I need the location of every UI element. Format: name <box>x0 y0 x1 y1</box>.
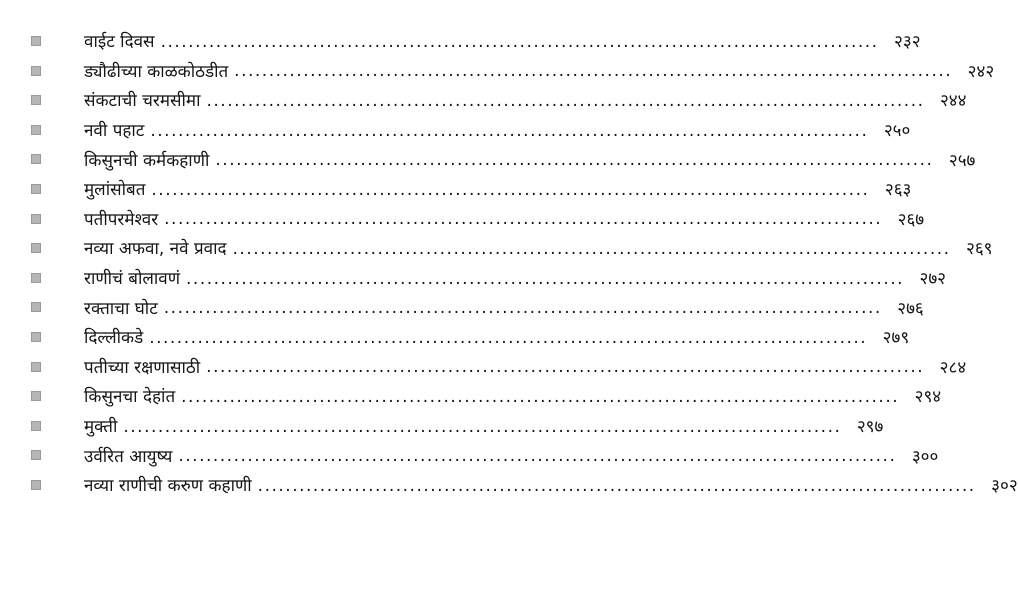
toc-entry <box>0 352 967 382</box>
toc-entry-line <box>84 352 967 382</box>
toc-entry-title: नव्या राणीची करुण कहाणी <box>84 476 252 497</box>
toc-entry <box>0 470 1018 500</box>
toc-entry-line <box>84 470 1018 500</box>
toc-entry-title: किसुनची कर्मकहाणी <box>84 150 210 171</box>
dot-leader: ........................................................................................................ <box>163 298 882 319</box>
toc-entry <box>0 233 993 263</box>
square-bullet-icon <box>31 302 41 312</box>
toc-entry-page: २६७ <box>897 209 925 230</box>
toc-entry-page: २७६ <box>897 298 924 319</box>
toc-entry-title: नवी पहाट <box>84 121 145 142</box>
toc-entry-line <box>84 26 921 56</box>
toc-entry-title: राणीचं बोलावणं <box>84 269 181 290</box>
dot-leader: ........................................................................................................ <box>257 475 976 496</box>
square-bullet-icon <box>31 273 41 283</box>
dot-leader: ........................................................................................................ <box>234 61 953 82</box>
toc-entry-line <box>84 440 939 470</box>
square-bullet-icon <box>31 480 41 490</box>
toc-entry <box>0 144 976 174</box>
dot-leader: ........................................................................................................ <box>164 209 883 230</box>
toc-entry-line <box>84 204 925 234</box>
toc-entry-page: २४४ <box>939 91 967 112</box>
toc-entry-page: ३०० <box>911 446 939 467</box>
square-bullet-icon <box>31 214 41 224</box>
toc-entry-page: २६३ <box>884 180 912 201</box>
toc-entry-title: किसुनचा देहांत <box>84 387 176 408</box>
toc-entry-title: नव्या अफवा, नवे प्रवाद <box>84 239 227 260</box>
square-bullet-icon <box>31 154 41 164</box>
dot-leader: ........................................................................................................ <box>149 327 868 348</box>
toc-entry-line <box>84 322 910 352</box>
toc-entry <box>0 115 911 145</box>
toc-entry <box>0 440 939 470</box>
dot-leader: ........................................................................................................ <box>215 150 934 171</box>
square-bullet-icon <box>31 450 41 460</box>
toc-entry-line <box>84 292 924 322</box>
toc-entry-line <box>84 411 884 441</box>
dot-leader: ........................................................................................................ <box>206 90 925 111</box>
square-bullet-icon <box>31 243 41 253</box>
toc-entry-line <box>84 56 995 86</box>
dot-leader: ........................................................................................................ <box>160 31 879 52</box>
toc-entry-page: २९७ <box>856 417 884 438</box>
toc-entry-title: रक्ताचा घोट <box>84 298 158 319</box>
toc-entry <box>0 204 925 234</box>
toc-entry <box>0 381 942 411</box>
toc-entry-title: वाईट दिवस <box>84 32 155 53</box>
toc-entry-page: २७२ <box>919 269 947 290</box>
toc-entry-line <box>84 144 976 174</box>
dot-leader: ........................................................................................................ <box>123 416 842 437</box>
square-bullet-icon <box>31 125 41 135</box>
table-of-contents <box>0 26 1018 500</box>
toc-entry <box>0 26 921 56</box>
toc-entry-title: पतीपरमेश्वर <box>84 209 159 230</box>
dot-leader: ........................................................................................................ <box>181 386 900 407</box>
toc-entry-title: मुक्ती <box>84 417 118 438</box>
square-bullet-icon <box>31 184 41 194</box>
toc-entry-page: २३२ <box>894 32 921 53</box>
square-bullet-icon <box>31 362 41 372</box>
dot-leader: ........................................................................................................ <box>186 268 905 289</box>
toc-entry-line <box>84 233 993 263</box>
square-bullet-icon <box>31 95 41 105</box>
toc-entry-line <box>84 115 911 145</box>
toc-entry-title: पतीच्या रक्षणासाठी <box>84 357 201 378</box>
toc-entry-page: २५० <box>883 121 911 142</box>
toc-entry <box>0 85 967 115</box>
toc-entry-line <box>84 85 967 115</box>
square-bullet-icon <box>31 66 41 76</box>
toc-entry-page: २४२ <box>967 61 995 82</box>
toc-entry-line <box>84 174 912 204</box>
toc-entry <box>0 174 912 204</box>
toc-entry-title: उर्वरित आयुष्य <box>84 446 173 467</box>
square-bullet-icon <box>31 332 41 342</box>
dot-leader: ........................................................................................................ <box>151 179 870 200</box>
toc-entry-page: २६९ <box>966 239 993 260</box>
toc-entry-title: दिल्लीकडे <box>84 328 144 349</box>
toc-entry-page: २८४ <box>939 357 967 378</box>
toc-entry <box>0 292 924 322</box>
toc-entry-line <box>84 263 947 293</box>
dot-leader: ........................................................................................................ <box>206 357 925 378</box>
toc-entry-page: २७९ <box>882 328 910 349</box>
square-bullet-icon <box>31 421 41 431</box>
square-bullet-icon <box>31 391 41 401</box>
toc-entry-line <box>84 381 942 411</box>
square-bullet-icon <box>31 36 41 46</box>
toc-entry <box>0 411 884 441</box>
toc-entry <box>0 263 947 293</box>
toc-entry-page: २९४ <box>914 387 942 408</box>
toc-entry-title: संकटाची चरमसीमा <box>84 91 201 112</box>
toc-entry-page: २५७ <box>948 150 976 171</box>
toc-entry-page: ३०२ <box>991 476 1018 497</box>
dot-leader: ........................................................................................................ <box>232 238 951 259</box>
dot-leader: ........................................................................................................ <box>150 120 869 141</box>
toc-entry <box>0 322 910 352</box>
dot-leader: ........................................................................................................ <box>178 446 897 467</box>
toc-entry <box>0 56 995 86</box>
toc-entry-title: ड्यौढीच्या काळकोठडीत <box>84 61 229 82</box>
toc-entry-title: मुलांसोबत <box>84 180 146 201</box>
